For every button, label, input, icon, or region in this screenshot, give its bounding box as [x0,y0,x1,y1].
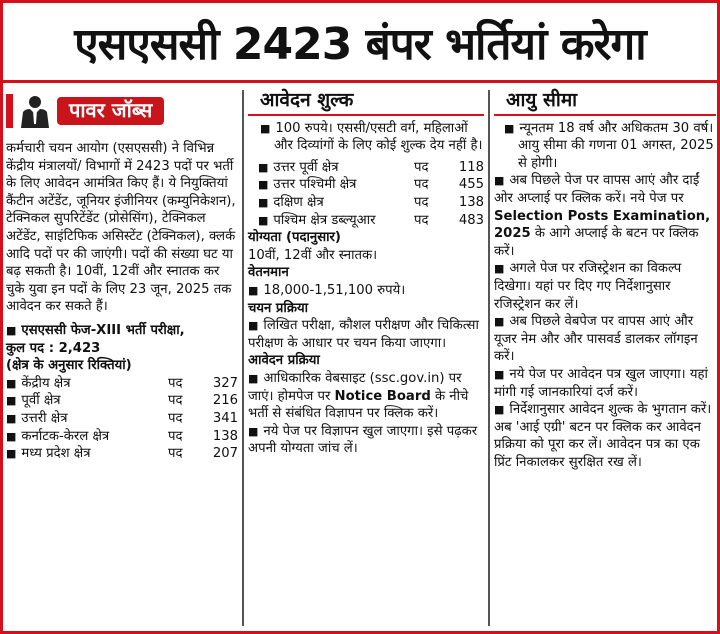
region-count: 455 [458,177,484,193]
age-heading: आयु सीमा [494,90,716,116]
step-2: ■ अगले पेज पर रजिस्ट्रेशन का विकल्प दिखेगा। यहां पर दिए गए निर्देशानुसार रजिस्ट्रेशन कर लें। [494,260,716,313]
post-label: पद [168,375,183,391]
region-count: 118 [458,159,484,175]
post-label: पद [414,159,429,175]
region-list [6,375,238,463]
column-2 [248,90,484,458]
post-label: पद [168,393,183,409]
column-1 [6,90,238,463]
businessman-icon [17,94,53,128]
region-row [248,159,484,177]
region-count: 138 [458,194,484,210]
region-row [6,410,238,428]
region-heading: (क्षेत्र के अनुसार रिक्तियां) [6,358,132,374]
region-count: 341 [212,410,238,426]
application-heading: आवेदन प्रक्रिया [248,353,320,369]
fee-text: ■ 100 रुपये। एससी/एसटी वर्ग, महिलाओं और दिव्यांगों के लिए कोई शुल्क देय नहीं है। [248,120,484,155]
fee-heading: आवेदन शुल्क [248,90,484,116]
column-3 [494,90,716,471]
region-row [248,194,484,212]
post-label: पद [168,446,183,462]
intro-text: कर्मचारी चयन आयोग (एसएससी) ने विभिन्न केंद्रीय मंत्रालयों/ विभागों में 2423 पदों पर भर्ती के लिए आवेदन आमंत्रित किए हैं। ये नियुक्तियां कैंटीन अटेंडेंट, जूनियर इंजीनियर (कम्युनिकेशन), टेक्निकल सुपरिटेंडेंट (प्रोसेसिंग), टेक्निकल अटेंडेंट, साइंटिफिक असिस्टेंट (टेक्निकल), क्लर्क आदि पदों पर की जाएंगी। पदों की संख्या घट या बढ़ सकती है। 10वीं, 12वीं और स्नातक कर चुके युवा इन पदों के लिए 23 जून, 2025 तक आवेदन कर सकते हैं। [6,141,236,315]
step-1: ■ अब पिछले पेज पर वापस आएं और दाईं ओर अप्लाई पर क्लिक करें। नये पेज पर Selection Posts Examination, 2025 के आगे अप्लाई के बटन पर क्लिक करें। [494,172,716,260]
power-jobs-badge [6,90,238,132]
region-list [248,159,484,229]
post-label: पद [414,177,429,193]
region-count: 327 [212,375,238,391]
post-label: पद [414,212,429,228]
region-name: मध्य प्रदेश क्षेत्र [21,446,91,462]
step-3: ■ अब पिछले वेबपेज पर वापस आएं और यूजर नेम और और पासवर्ड डालकर लॉगइन करें। [494,313,716,366]
pay-text: ■ 18,000-1,51,100 रुपये। [248,282,484,300]
region-count: 483 [458,212,484,228]
qualification-heading: योग्यता (पदानुसार) [248,230,341,246]
region-name: उत्तर पूर्वी क्षेत्र [273,159,339,175]
region-name: उत्तर पश्चिमी क्षेत्र [273,177,357,193]
column-divider [242,90,244,626]
step-4: ■ नये पेज पर आवेदन पत्र खुल जाएगा। यहां मांगी गई जानकारियां दर्ज करें। [494,366,716,401]
region-count: 207 [212,446,238,462]
total-posts: कुल पद : 2,423 [6,340,101,356]
region-name: पश्चिम क्षेत्र डब्ल्यूआर [273,212,376,228]
region-name: कर्नाटक-केरल क्षेत्र [21,428,110,444]
pay-heading: वेतनमान [248,265,289,281]
region-row [6,445,238,463]
region-row [6,375,238,393]
column-divider [488,90,490,626]
region-name: उत्तरी क्षेत्र [21,410,68,426]
application-step-2: ■ नये पेज पर विज्ञापन खुल जाएगा। इसे पढ़कर अपनी योग्यता जांच लें। [248,423,484,458]
region-row [6,428,238,446]
region-name: केंद्रीय क्षेत्र [21,375,71,391]
post-label: पद [168,428,183,444]
region-count: 138 [212,428,238,444]
region-row [6,392,238,410]
region-count: 216 [212,393,238,409]
power-jobs-label: पावर जॉब्स [57,97,164,125]
region-name: दक्षिण क्षेत्र [273,194,324,210]
post-label: पद [168,410,183,426]
qualification-text: 10वीं, 12वीं और स्नातक। [248,247,378,263]
step-5: ■ निर्देशानुसार आवेदन शुल्क के भुगतान करें। अब 'आई एग्री' बटन पर क्लिक कर आवेदन प्रक्रिया को पूरा कर लें। आवेदन पत्र का एक प्रिंट निकालकर सुरक्षित रख लें। [494,401,716,471]
post-label: पद [414,194,429,210]
exam-title: ■ एसएससी फेज-XIII भर्ती परीक्षा, [6,322,238,340]
application-step-1: ■ आधिकारिक वेबसाइट (ssc.gov.in) पर जाएं। होमपेज पर Notice Board के नीचे भर्ती से संबंधित विज्ञापन पर क्लिक करें। [248,370,484,423]
selection-heading: चयन प्रक्रिया [248,300,309,316]
selection-text: ■ लिखित परीक्षा, कौशल परीक्षण और चिकित्सा परीक्षण के आधार पर चयन किया जाएगा। [248,317,484,352]
age-text: ■ न्यूनतम 18 वर्ष और अधिकतम 30 वर्ष। आयु सीमा की गणना 01 अगस्त, 2025 से होगी। [494,120,716,173]
region-row [248,176,484,194]
region-row [248,212,484,230]
headline: एसएससी 2423 बंपर भर्तियां करेगा [3,3,717,83]
region-name: पूर्वी क्षेत्र [21,393,61,409]
red-bar [6,94,13,128]
